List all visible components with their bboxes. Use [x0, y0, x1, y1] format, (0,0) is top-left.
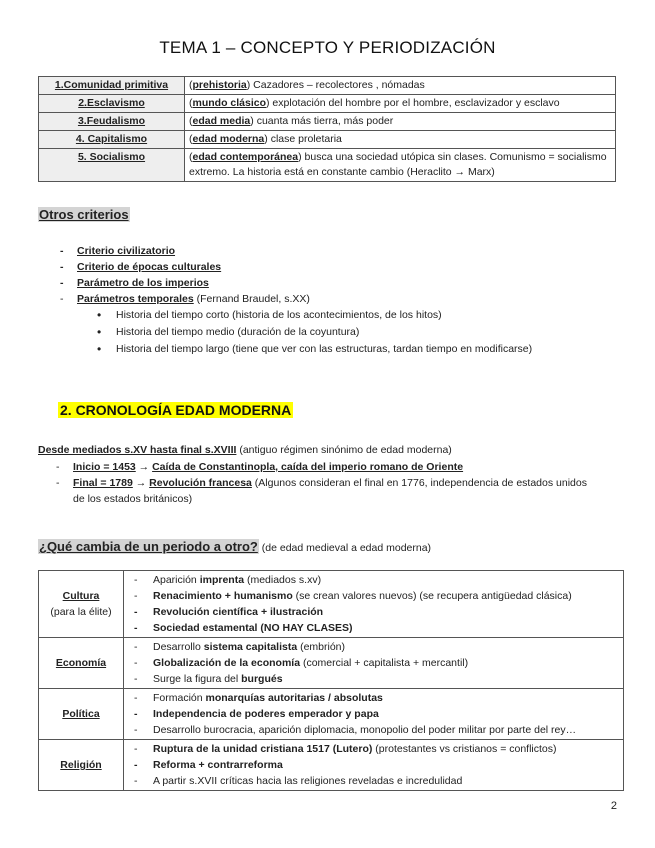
- cambia-heading: ¿Qué cambia de un periodo a otro?: [39, 539, 258, 554]
- table-row: [39, 113, 616, 131]
- category-cell: [39, 571, 124, 638]
- list-item: - Renacimiento + humanismo (se crean valores nuevos) (se recupera antigüedad clásica): [134, 588, 619, 604]
- table-row: [39, 638, 624, 689]
- inicio-label: Inicio = 1453: [73, 461, 136, 473]
- inicio-text: Caída de Constantinopla, caída del imperio romano de Oriente: [152, 461, 464, 473]
- items-list: [134, 639, 619, 687]
- list-item: • Historia del tiempo corto (historia de los acontecimientos, de los hitos): [97, 307, 532, 324]
- period-text: busca una sociedad utópica sin clases. Comunismo = socialismo extremo. La historia está en constante cambio (Heraclito → Marx): [189, 151, 607, 178]
- table-row: [39, 95, 616, 113]
- items-cell: [124, 689, 624, 740]
- page-title: TEMA 1 – CONCEPTO Y PERIODIZACIÓN: [159, 38, 496, 57]
- table-row: [39, 149, 616, 182]
- period-age: edad contemporánea: [192, 151, 299, 163]
- changes-table: [38, 570, 624, 791]
- cronologia-note: (antiguo régimen sinónimo de edad moderna): [236, 444, 452, 456]
- list-item: - Revolución científica + ilustración: [134, 604, 619, 620]
- category-label: Economía: [55, 657, 107, 669]
- page-number: 2: [610, 800, 617, 812]
- category-label: Cultura: [62, 590, 100, 602]
- list-item: - Independencia de poderes emperador y papa: [134, 706, 619, 722]
- period-name: 5. Socialismo: [39, 149, 185, 182]
- list-item: - Surge la figura del burgués: [134, 671, 619, 687]
- period-name: 3.Feudalismo: [39, 113, 185, 131]
- items-cell: [124, 740, 624, 791]
- cambia-heading-line: [38, 539, 431, 556]
- period-age: edad media: [192, 115, 251, 127]
- period-text: explotación del hombre por el hombre, esclavizador y esclavo: [269, 97, 560, 109]
- list-item: - Criterio de épocas culturales: [60, 259, 532, 275]
- list-item: • Historia del tiempo medio (duración de la coyuntura): [97, 324, 532, 341]
- period-name: 1.Comunidad primitiva: [39, 77, 185, 95]
- list-item: - Criterio civilizatorio: [60, 243, 532, 259]
- period-text: Cazadores – recolectores , nómadas: [250, 79, 425, 91]
- table-row: [39, 571, 624, 638]
- list-item: • Historia del tiempo largo (tiene que ver con las estructuras, tardan tiempo en modificarse): [97, 341, 532, 358]
- list-item: [56, 459, 596, 475]
- temporales-sublist: [97, 307, 532, 358]
- final-event: Revolución francesa: [149, 477, 252, 489]
- period-age: edad moderna: [192, 133, 265, 145]
- cronologia-range: Desde mediados s.XV hasta final s.XVIII: [38, 444, 237, 456]
- table-row: [39, 77, 616, 95]
- list-item: [60, 291, 532, 358]
- table-row: [39, 689, 624, 740]
- period-age: mundo clásico: [192, 97, 267, 109]
- period-name: 2.Esclavismo: [39, 95, 185, 113]
- period-text: clase proletaria: [267, 133, 342, 145]
- period-name: 4. Capitalismo: [39, 131, 185, 149]
- items-list: [134, 741, 619, 789]
- category-cell: [39, 638, 124, 689]
- list-item: [56, 475, 596, 507]
- list-item: - Globalización de la economía (comercial + capitalista + mercantil): [134, 655, 619, 671]
- final-label: Final = 1789: [73, 477, 133, 489]
- table-row: [39, 740, 624, 791]
- list-item: - Reforma + contrarreforma: [134, 757, 619, 773]
- period-description: (edad contemporánea) busca una sociedad utópica sin clases. Comunismo = socialismo extremo. La historia está en constante cambio (Heraclito → Marx): [185, 149, 616, 182]
- list-item: - Ruptura de la unidad cristiana 1517 (Lutero) (protestantes vs cristianos = conflictos): [134, 741, 619, 757]
- list-item: - Sociedad estamental (NO HAY CLASES): [134, 620, 619, 636]
- cambia-note: (de edad medieval a edad moderna): [258, 542, 432, 554]
- category-cell: [39, 689, 124, 740]
- category-label: Religión: [60, 759, 102, 771]
- list-item: - Aparición imprenta (mediados s.xv): [134, 572, 619, 588]
- final-note: (Algunos consideran el final en 1776, independencia de estados unidos de los estados británicos): [73, 477, 587, 505]
- items-cell: [124, 638, 624, 689]
- period-description: (prehistoria) Cazadores – recolectores , nómadas: [185, 77, 616, 95]
- category-sublabel: (para la élite): [50, 606, 112, 618]
- list-item: - Formación monarquías autoritarias / absolutas: [134, 690, 619, 706]
- temporales-note: (Fernand Braudel, s.XX): [193, 293, 310, 305]
- category-cell: [39, 740, 124, 791]
- cronologia-intro: [38, 443, 452, 458]
- arrow-right-icon: →: [135, 477, 147, 489]
- period-text: cuanta más tierra, más poder: [253, 115, 394, 127]
- category-label: Política: [62, 708, 100, 720]
- periods-table: [38, 76, 616, 182]
- period-description: (mundo clásico) explotación del hombre por el hombre, esclavizador y esclavo: [185, 95, 616, 113]
- period-description: (edad media) cuanta más tierra, más poder: [185, 113, 616, 131]
- otros-criterios-list: [60, 243, 532, 358]
- period-age: prehistoria: [192, 79, 247, 91]
- list-item: - Parámetro de los imperios: [60, 275, 532, 291]
- list-item: - Desarrollo burocracia, aparición diplomacia, monopolio del poder militar por parte del rey…: [134, 722, 619, 738]
- items-list: [134, 572, 619, 636]
- cronologia-list: [56, 459, 596, 507]
- list-item: - Desarrollo sistema capitalista (embrión): [134, 639, 619, 655]
- temporales-label: Parámetros temporales: [77, 293, 194, 305]
- table-row: [39, 131, 616, 149]
- otros-criterios-heading: Otros criterios: [39, 207, 129, 222]
- period-description: (edad moderna) clase proletaria: [185, 131, 616, 149]
- arrow-right-icon: →: [138, 461, 150, 473]
- items-cell: [124, 571, 624, 638]
- cronologia-heading: 2. CRONOLOGÍA EDAD MODERNA: [60, 402, 292, 418]
- items-list: [134, 690, 619, 738]
- list-item: - A partir s.XVII críticas hacia las religiones reveladas e incredulidad: [134, 773, 619, 789]
